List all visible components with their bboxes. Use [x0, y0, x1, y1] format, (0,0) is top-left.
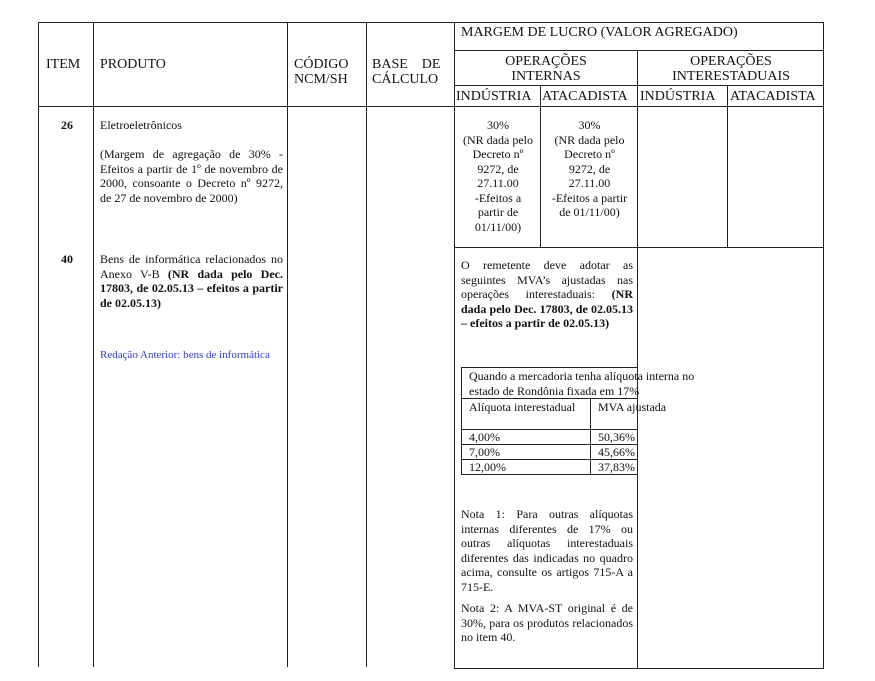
header-op-interestaduais-l1: OPERAÇÕES: [690, 54, 772, 69]
item-number-40: 40: [61, 252, 73, 266]
col-divider-codigo: [366, 22, 367, 667]
header-base: [372, 57, 450, 87]
mva-col-aliquota: Alíquota interestadual: [469, 400, 576, 414]
header-margem: MARGEM DE LUCRO (VALOR AGREGADO): [461, 25, 738, 40]
nota-1: Nota 1: Para outras alíquotas internas diferentes de 17% ou outras alíquotas interestaduais diferentes das indicadas no quadro acima, consulte os artigos 715-A a 715-E.: [461, 507, 633, 594]
table-bottom: [454, 668, 824, 669]
header-op-internas-l2: INTERNAS: [511, 69, 581, 84]
header-op-interestaduais: [638, 54, 824, 84]
header-industria-inter: INDÚSTRIA: [640, 89, 716, 104]
remetente-texto: [461, 258, 633, 331]
mi26-5: -Efeitos a: [474, 190, 522, 205]
header-codigo-l2: NCM/SH: [294, 72, 348, 87]
header-atacadista-inter: ATACADISTA: [730, 89, 816, 104]
margem-atacadista-26: [542, 118, 637, 220]
header-codigo-l1: CÓDIGO: [294, 57, 349, 72]
mva-value-3: 37,83%: [598, 460, 635, 474]
ma26-3: 9272, de: [568, 161, 611, 176]
header-industria: INDÚSTRIA: [456, 89, 532, 104]
header-op-internas-l1: OPERAÇÕES: [505, 54, 587, 69]
col-divider-industria2: [727, 85, 728, 247]
mva-value-1: 50,36%: [598, 430, 635, 444]
mi26-1: (NR dada pelo: [463, 132, 533, 147]
col-divider-item: [93, 22, 94, 667]
col-divider-op-int: [637, 50, 638, 669]
ma26-0: 30%: [578, 118, 601, 132]
margem-divider: [454, 50, 824, 51]
mva-aliquota-3: 12,00%: [469, 460, 506, 474]
item-number-26: 26: [61, 118, 73, 132]
mva-table-mid: [590, 398, 591, 474]
margem-industria-26: [456, 118, 540, 234]
ma26-1: (NR dada pelo: [554, 132, 625, 147]
mva-table-title: Quando a mercadoria tenha alíquota interna no estado de Rondônia fixada em 17%: [469, 369, 695, 398]
col-divider-produto: [287, 22, 288, 667]
header-codigo: [294, 57, 348, 87]
produto-26-nota: (Margem de agregação de 30% - Efeitos a partir de 1º de novembro de 2000, consoante o Decreto nº 9272, de 27 de novembro de 2000): [100, 147, 283, 205]
mva-table-top: [461, 367, 637, 368]
remetente-texto-nr: (NR dada pelo Dec. 17803, de 02.05.13 – efeitos a partir de 02.05.13): [461, 287, 633, 330]
produto-40-nr: (NR dada pelo Dec. 17803, de 02.05.13 – efeitos a partir de 02.05.13): [100, 266, 283, 310]
header-base-l2: CÁLCULO: [372, 72, 439, 87]
mva-table-header-line: [461, 398, 637, 399]
header-item: ITEM: [46, 57, 81, 72]
header-bottom: [38, 106, 824, 107]
mi26-6: partir de: [477, 205, 519, 219]
mi26-3: 9272, de: [477, 161, 519, 176]
ma26-2: Decreto nº: [564, 147, 615, 161]
col-divider-base: [454, 22, 455, 669]
mva-value-2: 45,66%: [598, 445, 635, 459]
mi26-2: Decreto nº: [472, 147, 524, 161]
mva-aliquota-1: 4,00%: [469, 430, 500, 444]
redacao-anterior-link[interactable]: Redação Anterior: bens de informática: [100, 349, 270, 361]
nota-2: Nota 2: A MVA-ST original é de 30%, para os produtos relacionados no item 40.: [461, 601, 633, 644]
table-border-right: [823, 22, 824, 669]
ma26-6: de 01/11/00): [559, 205, 620, 219]
col-divider-industria: [540, 85, 541, 247]
mva-table-left: [461, 367, 462, 474]
table-border-top: [38, 22, 824, 23]
header-produto: PRODUTO: [100, 57, 166, 72]
produto-40: [100, 252, 283, 310]
header-op-internas: [455, 54, 637, 84]
mi26-0: 30%: [487, 118, 509, 132]
operacoes-divider: [454, 85, 824, 86]
produto-40-text: Bens de informática relacionados no Anexo V-B: [100, 252, 283, 281]
ma26-4: 27.11.00: [568, 176, 611, 190]
mva-aliquota-2: 7,00%: [469, 445, 500, 459]
remetente-texto-normal: O remetente deve adotar as seguintes MVA’s ajustadas nas operações interestaduais:: [461, 258, 633, 301]
header-op-interestaduais-l2: INTERESTADUAIS: [672, 69, 790, 84]
row26-bottom: [454, 247, 824, 248]
table-border-left: [38, 22, 39, 667]
produto-26: Eletroeletrônicos: [100, 118, 182, 132]
header-base-l1: BASE DE: [372, 57, 441, 72]
ma26-5: -Efeitos a partir: [551, 190, 628, 205]
header-atacadista: ATACADISTA: [542, 89, 628, 104]
mva-col-mva: MVA ajustada: [598, 400, 667, 414]
mi26-7: 01/11/00): [474, 219, 522, 234]
mi26-4: 27.11.00: [477, 176, 519, 190]
